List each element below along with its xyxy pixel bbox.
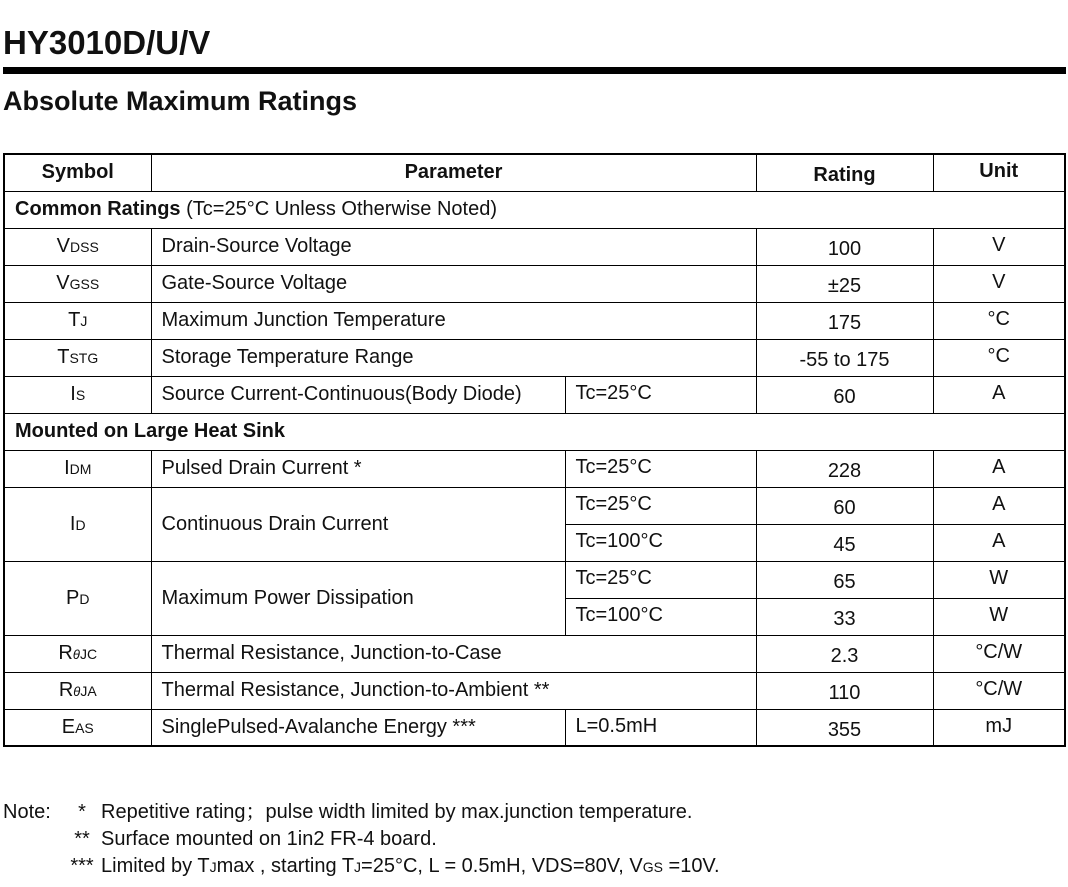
symbol-cell bbox=[4, 709, 151, 746]
note-mark: *** bbox=[70, 855, 94, 877]
symbol-letter: V bbox=[56, 235, 71, 257]
note-mark: ** bbox=[74, 828, 90, 850]
note-subscript: J bbox=[209, 859, 217, 875]
symbol-letter: R bbox=[58, 642, 73, 664]
symbol-letter: R bbox=[58, 679, 74, 701]
symbol-cell bbox=[4, 376, 151, 413]
table-header-row bbox=[4, 154, 1065, 191]
note-text bbox=[101, 853, 720, 881]
unit-cell: A bbox=[933, 487, 1065, 524]
unit-cell: V bbox=[933, 228, 1065, 265]
symbol-subscript-theta: θ bbox=[73, 684, 81, 699]
symbol-letter: P bbox=[66, 586, 80, 609]
col-header-rating: Rating bbox=[756, 154, 933, 191]
table-row bbox=[4, 265, 1065, 302]
parameter-cell: Maximum Power Dissipation bbox=[151, 561, 565, 635]
group-title: Common Ratings bbox=[15, 198, 181, 220]
condition-cell: Tc=25°C bbox=[565, 450, 756, 487]
note-item bbox=[3, 853, 720, 881]
rating-cell: 60 bbox=[756, 376, 933, 413]
group-title: Mounted on Large Heat Sink bbox=[15, 420, 286, 442]
symbol-letter: T bbox=[57, 346, 70, 368]
symbol-cell bbox=[4, 228, 151, 265]
parameter-cell: Storage Temperature Range bbox=[151, 339, 756, 376]
symbol-letter: I bbox=[69, 512, 76, 535]
symbol-subscript: D bbox=[79, 590, 90, 607]
parameter-cell: Pulsed Drain Current * bbox=[151, 450, 565, 487]
table-row bbox=[4, 561, 1065, 598]
note-subscript: J bbox=[354, 859, 362, 875]
note-subscript: GS bbox=[642, 859, 663, 875]
unit-cell: W bbox=[933, 598, 1065, 635]
note-lead: Note: bbox=[3, 801, 51, 823]
symbol-subscript: S bbox=[75, 387, 86, 403]
unit-cell: A bbox=[933, 450, 1065, 487]
condition-cell: L=0.5mH bbox=[565, 709, 756, 746]
notes-section bbox=[3, 799, 720, 881]
note-text-part: max , starting T bbox=[216, 855, 355, 877]
absolute-maximum-ratings-table bbox=[3, 153, 1066, 747]
unit-cell: W bbox=[933, 561, 1065, 598]
rating-cell: ±25 bbox=[756, 265, 933, 302]
note-text-part: =10V. bbox=[662, 855, 720, 877]
rating-cell: 110 bbox=[756, 672, 933, 709]
table-row bbox=[4, 376, 1065, 413]
rating-cell: 60 bbox=[756, 487, 933, 524]
note-text: Repetitive rating；pulse width limited by max.junction temperature. bbox=[101, 801, 693, 823]
unit-cell: °C/W bbox=[933, 672, 1065, 709]
table-row bbox=[4, 302, 1065, 339]
symbol-cell bbox=[4, 487, 151, 561]
table-row bbox=[4, 635, 1065, 672]
rating-cell: 65 bbox=[756, 561, 933, 598]
group-note: (Tc=25°C Unless Otherwise Noted) bbox=[180, 198, 498, 220]
unit-cell: °C bbox=[933, 302, 1065, 339]
col-header-parameter: Parameter bbox=[151, 154, 756, 191]
rating-cell: 355 bbox=[756, 709, 933, 746]
symbol-letter: I bbox=[64, 457, 70, 479]
note-item bbox=[3, 799, 720, 826]
part-number-title: HY3010D/U/V bbox=[3, 24, 211, 61]
rating-cell: 45 bbox=[756, 524, 933, 561]
group-label bbox=[4, 413, 1065, 450]
symbol-subscript: J bbox=[80, 313, 88, 329]
symbol-cell bbox=[4, 672, 151, 709]
note-item bbox=[3, 826, 720, 853]
rating-cell: 33 bbox=[756, 598, 933, 635]
title-divider bbox=[3, 67, 1066, 74]
note-mark: * bbox=[78, 801, 86, 823]
rating-cell: 175 bbox=[756, 302, 933, 339]
condition-cell: Tc=100°C bbox=[565, 598, 756, 635]
unit-cell: mJ bbox=[933, 709, 1065, 746]
symbol-subscript: D bbox=[75, 516, 86, 533]
note-text-part: =25°C, L = 0.5mH, VDS=80V, V bbox=[361, 855, 643, 877]
note-text-part: Limited by T bbox=[101, 855, 210, 877]
parameter-cell: Drain-Source Voltage bbox=[151, 228, 756, 265]
rating-cell: 2.3 bbox=[756, 635, 933, 672]
table-row bbox=[4, 487, 1065, 524]
symbol-subscript: GSS bbox=[69, 276, 100, 292]
rating-cell: 100 bbox=[756, 228, 933, 265]
unit-cell: A bbox=[933, 524, 1065, 561]
symbol-cell bbox=[4, 561, 151, 635]
unit-cell: A bbox=[933, 376, 1065, 413]
unit-cell: °C/W bbox=[933, 635, 1065, 672]
condition-cell: Tc=25°C bbox=[565, 376, 756, 413]
symbol-subscript: JC bbox=[79, 646, 98, 662]
symbol-cell bbox=[4, 450, 151, 487]
group-row-common-ratings bbox=[4, 191, 1065, 228]
condition-cell: Tc=25°C bbox=[565, 561, 756, 598]
symbol-cell bbox=[4, 302, 151, 339]
symbol-subscript: DSS bbox=[70, 239, 99, 255]
symbol-letter: I bbox=[70, 383, 76, 405]
symbol-subscript: STG bbox=[69, 350, 99, 366]
parameter-cell: SinglePulsed-Avalanche Energy *** bbox=[151, 709, 565, 746]
symbol-letter: E bbox=[61, 715, 76, 738]
unit-cell: °C bbox=[933, 339, 1065, 376]
symbol-cell bbox=[4, 339, 151, 376]
table-row bbox=[4, 339, 1065, 376]
condition-cell: Tc=25°C bbox=[565, 487, 756, 524]
table-row bbox=[4, 228, 1065, 265]
condition-cell: Tc=100°C bbox=[565, 524, 756, 561]
symbol-cell bbox=[4, 635, 151, 672]
col-header-unit: Unit bbox=[933, 154, 1065, 191]
parameter-cell: Thermal Resistance, Junction-to-Ambient ** bbox=[151, 672, 756, 709]
symbol-letter: T bbox=[68, 309, 81, 331]
section-title: Absolute Maximum Ratings bbox=[3, 86, 358, 116]
note-text: Surface mounted on 1in2 FR-4 board. bbox=[101, 828, 437, 850]
group-label bbox=[4, 191, 1065, 228]
symbol-subscript: DM bbox=[69, 461, 92, 477]
col-header-symbol: Symbol bbox=[4, 154, 151, 191]
group-row-heat-sink bbox=[4, 413, 1065, 450]
unit-cell: V bbox=[933, 265, 1065, 302]
parameter-cell: Continuous Drain Current bbox=[151, 487, 565, 561]
parameter-cell: Source Current-Continuous(Body Diode) bbox=[151, 376, 565, 413]
parameter-cell: Gate-Source Voltage bbox=[151, 265, 756, 302]
symbol-subscript: JA bbox=[80, 683, 97, 699]
table-row bbox=[4, 672, 1065, 709]
symbol-letter: V bbox=[56, 272, 70, 294]
symbol-subscript-theta: θ bbox=[72, 647, 80, 662]
table-row bbox=[4, 709, 1065, 746]
rating-cell: 228 bbox=[756, 450, 933, 487]
parameter-cell: Maximum Junction Temperature bbox=[151, 302, 756, 339]
table-row bbox=[4, 450, 1065, 487]
parameter-cell: Thermal Resistance, Junction-to-Case bbox=[151, 635, 756, 672]
symbol-subscript: AS bbox=[75, 719, 94, 736]
symbol-cell bbox=[4, 265, 151, 302]
rating-cell: -55 to 175 bbox=[756, 339, 933, 376]
